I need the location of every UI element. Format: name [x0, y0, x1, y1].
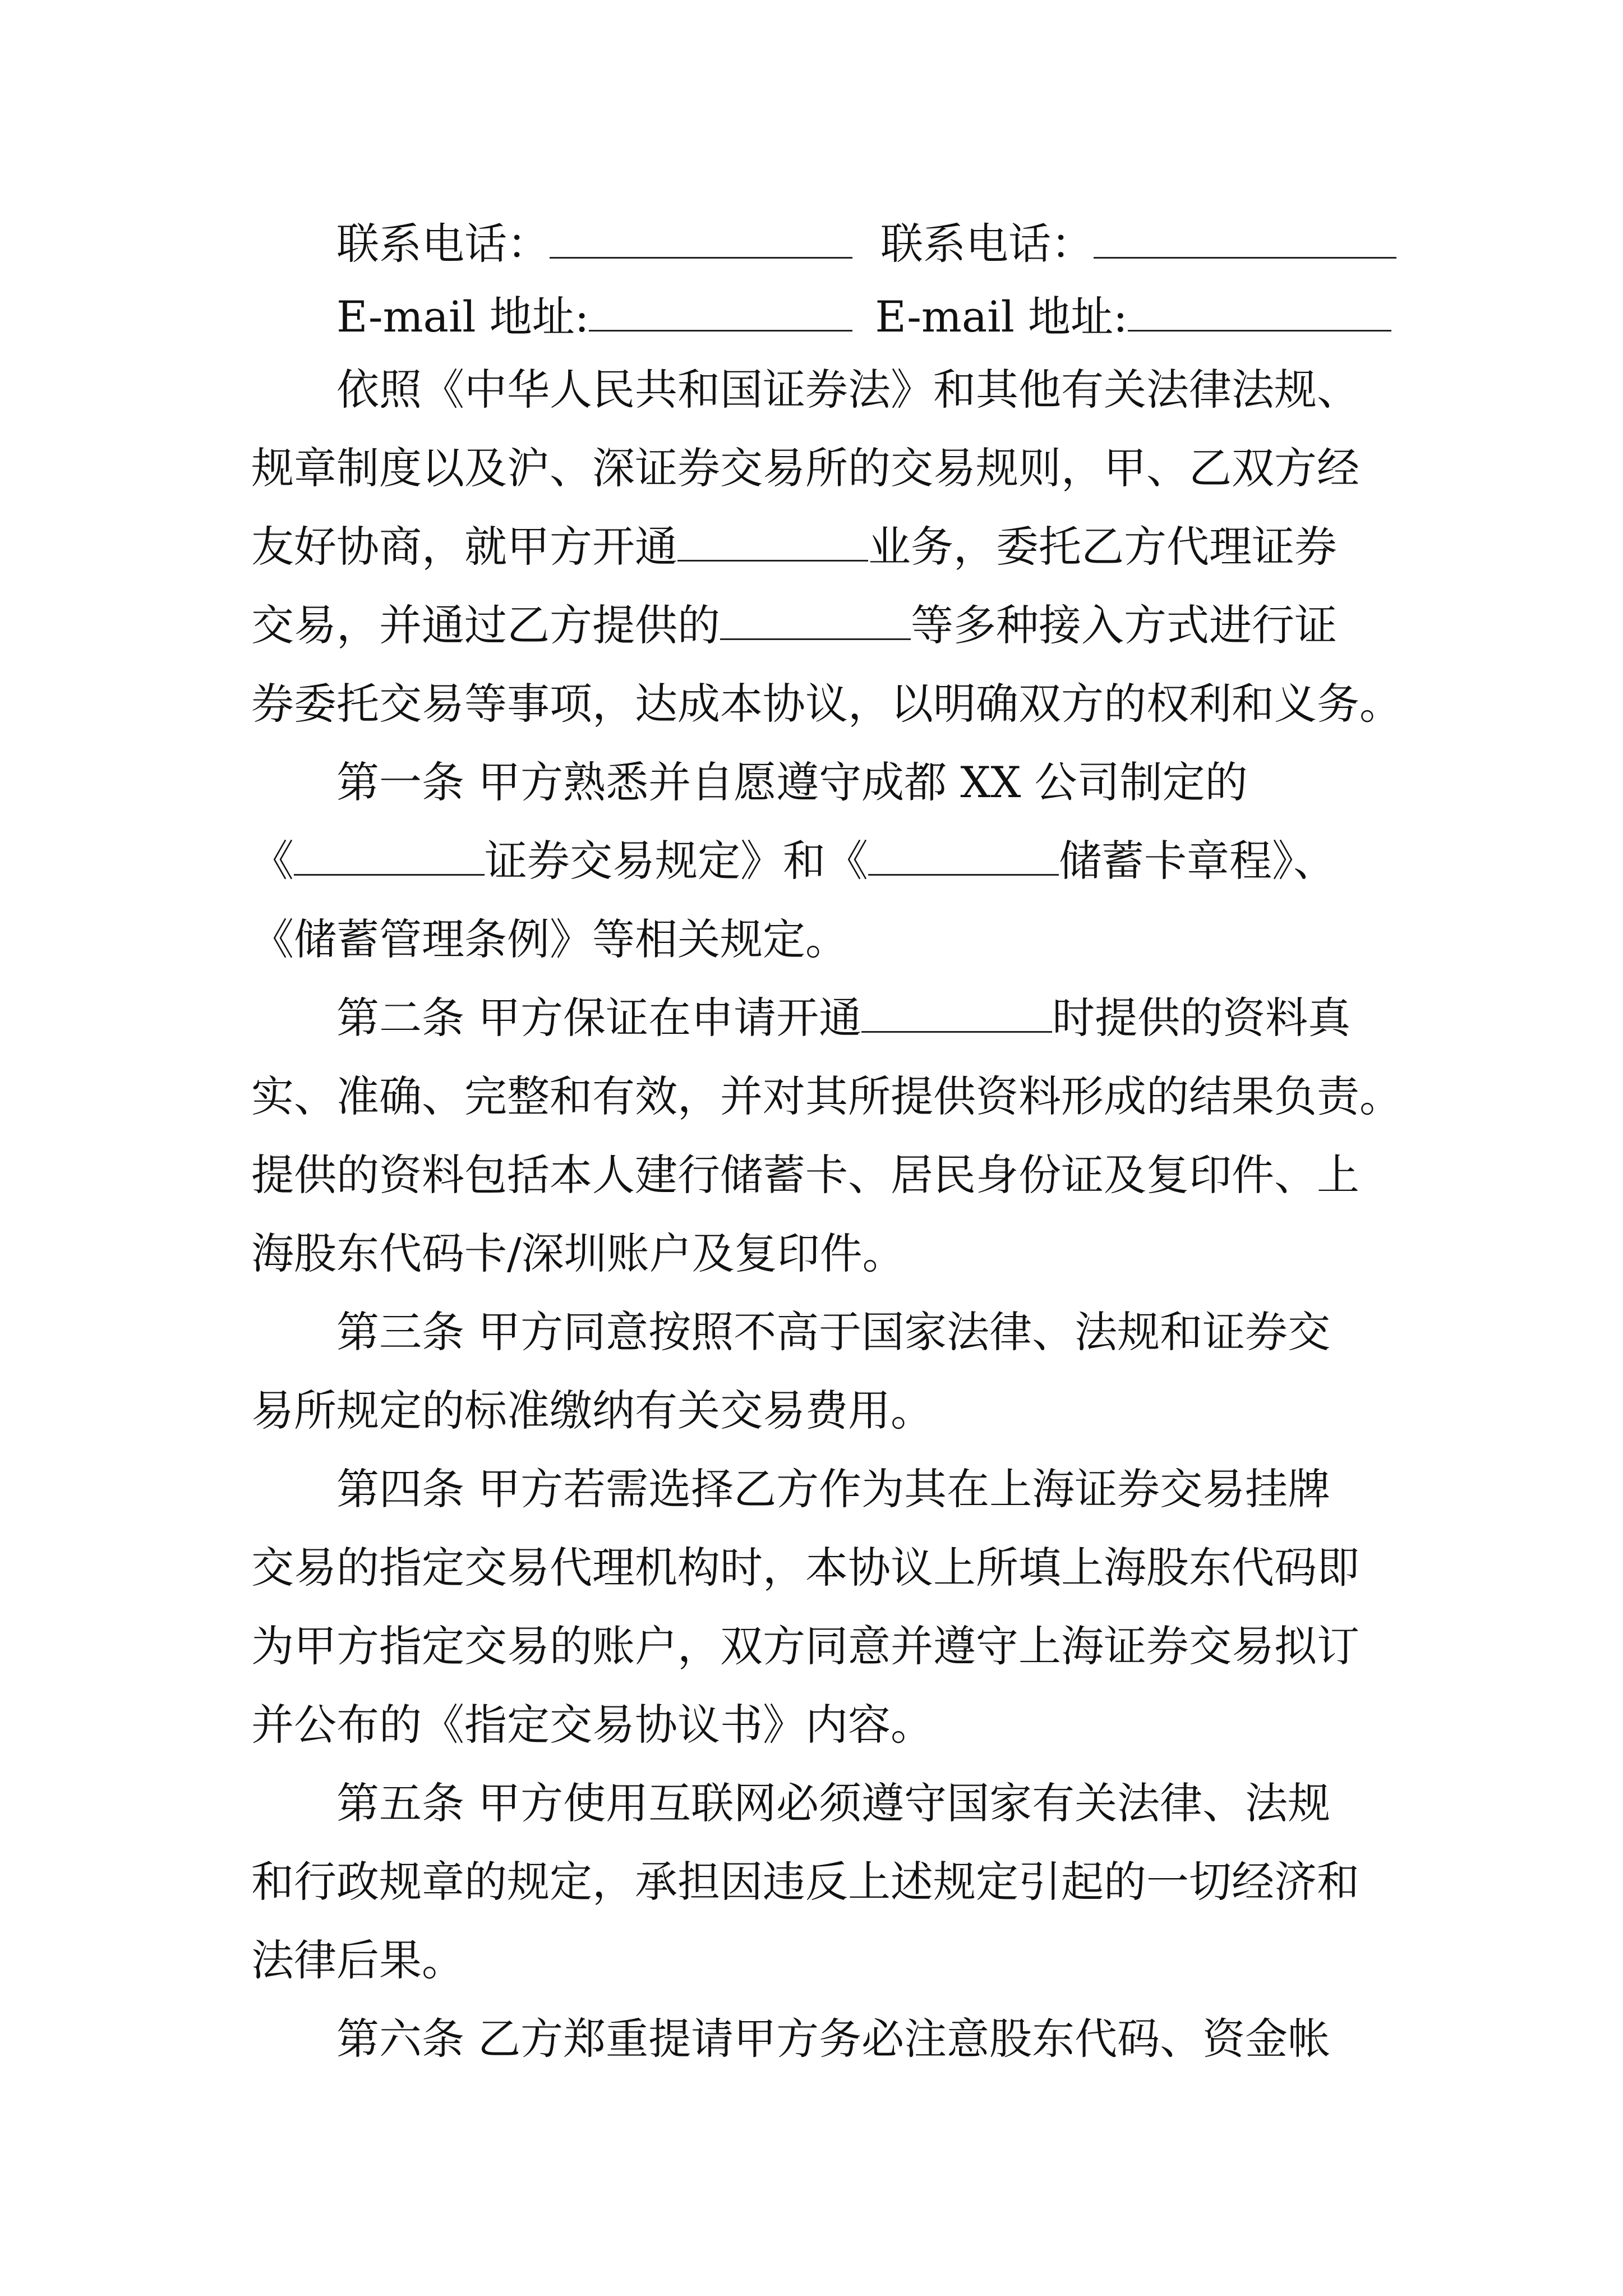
preamble-line-3 — [251, 516, 1390, 578]
preamble-line-4 — [251, 595, 1390, 656]
article-1-line-2-text-c: 储蓄卡章程》、 — [1059, 836, 1336, 886]
article-2-line-2: 实、准确、完整和有效，并对其所提供资料形成的结果负责。 — [251, 1071, 1402, 1121]
article-4-line-3: 为甲方指定交易的账户，双方同意并遵守上海证券交易拟订 — [251, 1621, 1359, 1671]
preamble-line-1: 依照《中华人民共和国证券法》和其他有关法律法规、 — [336, 365, 1359, 415]
article-1-line-1: 第一条 甲方熟悉并自愿遵守成都 XX 公司制定的 — [336, 757, 1248, 807]
service-name-blank[interactable] — [677, 524, 868, 562]
article-2-line-3: 提供的资料包括本人建行储蓄卡、居民身份证及复印件、上 — [251, 1150, 1359, 1200]
preamble-line-2: 规章制度以及沪、深证券交易所的交易规则，甲、乙双方经 — [251, 443, 1359, 493]
contact-email-row — [336, 286, 1391, 348]
access-method-blank[interactable] — [720, 602, 911, 640]
phone-label-party-b: 联系电话： — [880, 219, 1094, 269]
article-6-line-1: 第六条 乙方郑重提请甲方务必注意股东代码、资金帐 — [336, 2014, 1331, 2064]
contact-phone-row — [336, 213, 1391, 275]
phone-blank-party-a[interactable] — [550, 221, 852, 259]
preamble-line-4-text-a: 交易，并通过乙方提供的 — [251, 600, 720, 650]
article-2-line-1-text-b: 时提供的资料真 — [1052, 993, 1351, 1043]
trading-rules-blank[interactable] — [294, 838, 485, 876]
article-3-line-1: 第三条 甲方同意按照不高于国家法律、法规和证券交 — [336, 1307, 1331, 1357]
article-1-line-2 — [251, 830, 1390, 892]
preamble-line-3-text-b: 业务，委托乙方代理证券 — [868, 522, 1337, 572]
article-4-line-1: 第四条 甲方若需选择乙方作为其在上海证券交易挂牌 — [336, 1464, 1331, 1514]
article-1-line-3: 《储蓄管理条例》等相关规定。 — [251, 914, 848, 964]
article-2-line-1-text-a: 第二条 甲方保证在申请开通 — [336, 993, 862, 1043]
email-blank-party-a[interactable] — [589, 294, 852, 332]
article-3-line-2: 易所规定的标准缴纳有关交易费用。 — [251, 1386, 933, 1435]
preamble-line-5: 券委托交易等事项，达成本协议，以明确双方的权利和义务。 — [251, 679, 1402, 729]
phone-label-party-a: 联系电话： — [336, 219, 550, 269]
article-4-line-2: 交易的指定交易代理机构时，本协议上所填上海股东代码即 — [251, 1543, 1359, 1593]
email-blank-party-b[interactable] — [1128, 294, 1391, 332]
phone-blank-party-b[interactable] — [1094, 221, 1396, 259]
article-1-line-2-text-a: 《 — [251, 836, 294, 886]
preamble-line-4-text-b: 等多种接入方式进行证 — [911, 600, 1337, 650]
email-label-party-a: E-mail 地址: — [336, 292, 589, 342]
article-2-line-1 — [336, 987, 1391, 1049]
article-5-line-3: 法律后果。 — [251, 1935, 464, 1985]
article-2-line-4: 海股东代码卡/深圳账户及复印件。 — [251, 1228, 905, 1278]
application-service-blank[interactable] — [861, 995, 1052, 1033]
article-5-line-2: 和行政规章的规定，承担因违反上述规定引起的一切经济和 — [251, 1857, 1359, 1907]
email-label-party-b: E-mail 地址: — [875, 292, 1128, 342]
article-1-line-2-text-b: 证券交易规定》和《 — [485, 836, 868, 886]
preamble-line-3-text-a: 友好协商，就甲方开通 — [251, 522, 677, 572]
savings-card-blank[interactable] — [868, 838, 1059, 876]
article-4-line-4: 并公布的《指定交易协议书》内容。 — [251, 1700, 933, 1750]
article-5-line-1: 第五条 甲方使用互联网必须遵守国家有关法律、法规 — [336, 1778, 1331, 1828]
